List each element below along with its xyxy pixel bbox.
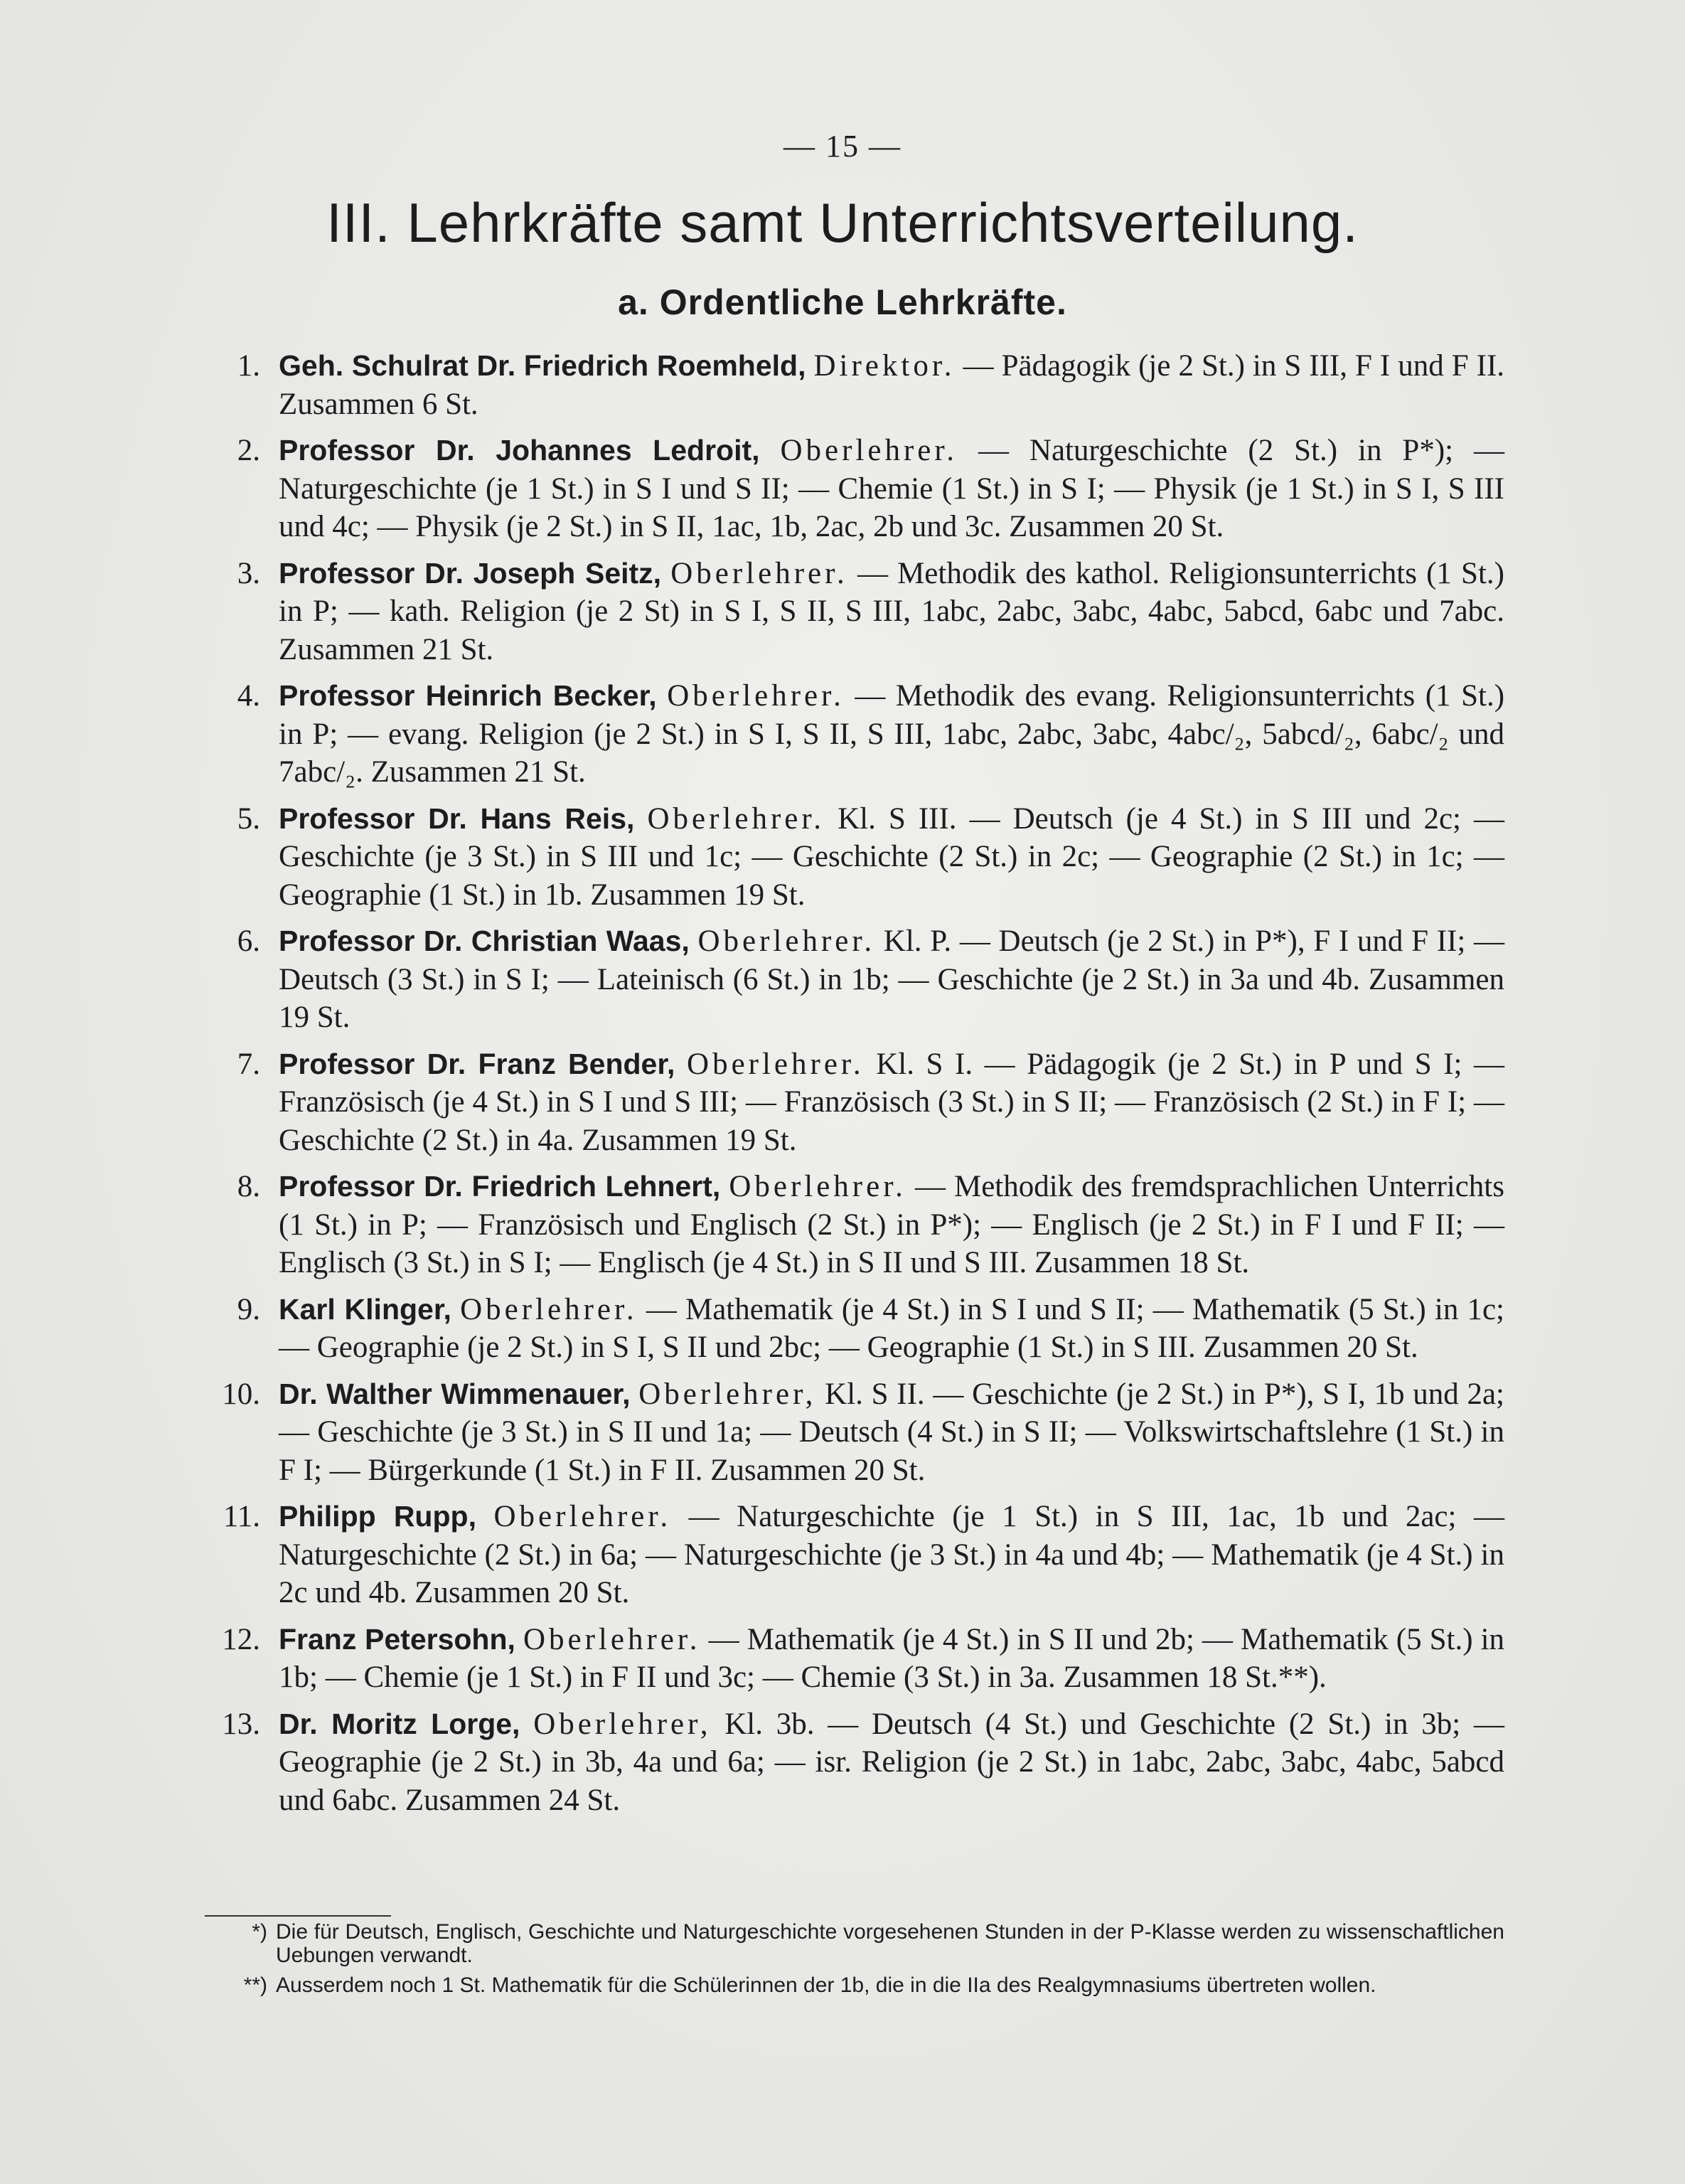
teacher-name: Professor Dr. Joseph Seitz, (279, 556, 662, 590)
teacher-list (175, 347, 1504, 1828)
teacher-entry (175, 1375, 1504, 1490)
teaching-assignment: Kl. S II. — Geschichte (je 2 St.) in P*), S I, 1b und 2a; — Geschichte (je 3 St.) in S II und 1a; — Deutsch (4 St.) in S II; — Volkswirtschaftslehre (1 St.) in F I; — Bürgerkunde (1 St.) in F II. Zusammen 20 St. (279, 1377, 1504, 1487)
entry-number: 1. (237, 349, 260, 383)
entry-number: 8. (237, 1170, 260, 1203)
teacher-entry (175, 432, 1504, 546)
teaching-assignment: — Pädagogik (je 2 St.) in S III, F I und F II. Zusammen 6 St. (279, 349, 1505, 421)
entry-number: 4. (237, 679, 260, 713)
footnote-mark: **) (243, 1973, 267, 1997)
entry-number: 9. (237, 1292, 260, 1326)
teacher-role: Oberlehrer. (729, 1170, 906, 1203)
teaching-assignment: — Methodik des fremdsprachlichen Unterrichts (1 St.) in P; — Französisch und Englisch (2 St.) in P*); — Englisch (je 2 St.) in F I und F II; — Englisch (3 St.) in S I; — Englisch (je 4 St.) in S II und S III. Zusammen 18 St. (279, 1170, 1504, 1279)
teacher-name: Karl Klinger, (279, 1292, 451, 1326)
teacher-role: Oberlehrer, (638, 1377, 817, 1411)
teacher-entry (175, 347, 1504, 423)
footnote-text: Ausserdem noch 1 St. Mathematik für die Schülerinnen der 1b, die in die IIa des Realgymnasiums übertreten wollen. (276, 1973, 1376, 1997)
entry-number: 6. (237, 925, 260, 958)
entry-number: 13. (222, 1707, 260, 1741)
teacher-name: Philipp Rupp, (279, 1500, 476, 1533)
footnote (205, 1920, 1504, 1967)
footnote-text: Die für Deutsch, Englisch, Geschichte und Naturgeschichte vorgesehenen Stunden in der P-Klasse werden zu wissenschaftlichen Uebungen verwandt. (276, 1920, 1504, 1967)
footnote-mark: *) (252, 1920, 267, 1944)
teaching-assignment: — Naturgeschichte (2 St.) in P*); — Naturgeschichte (je 1 St.) in S I und S II; — Chemie (1 St.) in S I; — Physik (je 1 St.) in S I, S III und 4c; — Physik (je 2 St.) in S II, 1ac, 1b, 2ac, 2b und 3c. Zusammen 20 St. (279, 434, 1505, 543)
subsection-title: a. Ordentliche Lehrkräfte. (618, 282, 1067, 322)
teacher-entry (175, 800, 1504, 915)
teacher-entry (175, 677, 1504, 792)
teacher-name: Dr. Moritz Lorge, (279, 1707, 520, 1740)
teacher-entry (175, 555, 1504, 669)
teacher-name: Franz Petersohn, (279, 1622, 515, 1656)
teacher-role: Oberlehrer. (780, 434, 958, 467)
teacher-role: Oberlehrer. (667, 679, 845, 713)
teacher-role: Oberlehrer. (670, 556, 848, 590)
entry-number: 12. (222, 1622, 260, 1656)
teacher-name: Professor Dr. Johannes Ledroit, (279, 434, 760, 467)
teacher-name: Professor Heinrich Becker, (279, 679, 657, 712)
teaching-assignment: Kl. S I. — Pädagogik (je 2 St.) in P und S I; — Französisch (je 4 St.) in S I und S III; — Französisch (3 St.) in S II; — Französisch (2 St.) in F I; — Geschichte (2 St.) in 4a. Zusammen 19 St. (279, 1047, 1505, 1157)
teaching-assignment: Kl. P. — Deutsch (je 2 St.) in P*), F I und F II; — Deutsch (3 St.) in S I; — Lateinisch (6 St.) in 1b; — Geschichte (je 2 St.) in 3a und 4b. Zusammen 19 St. (279, 925, 1505, 1034)
teaching-assignment: — Methodik des kathol. Religionsunterrichts (1 St.) in P; — kath. Religion (je 2 St) in S I, S II, S III, 1abc, 2abc, 3abc, 4abc, 5abcd, 6abc und 7abc. Zusammen 21 St. (279, 556, 1504, 666)
entry-number: 11. (223, 1500, 260, 1533)
teacher-role: Oberlehrer. (523, 1622, 701, 1656)
entry-number: 7. (237, 1047, 260, 1081)
teacher-name: Dr. Walther Wimmenauer, (279, 1377, 631, 1410)
teaching-assignment: — Mathematik (je 4 St.) in S II und 2b; — Mathematik (5 St.) in 1b; — Chemie (je 1 St.) in F II und 3c; — Chemie (3 St.) in 3a. Zusammen 18 St.**). (279, 1622, 1505, 1694)
teacher-role: Oberlehrer. (697, 925, 876, 958)
footnotes (205, 1920, 1504, 2003)
teacher-role: Direktor. (813, 349, 956, 383)
teacher-name: Professor Dr. Christian Waas, (279, 925, 690, 957)
entry-number: 3. (237, 556, 260, 590)
teacher-entry (175, 1168, 1504, 1282)
teacher-name: Geh. Schulrat Dr. Friedrich Roemheld, (279, 349, 806, 382)
teacher-entry (175, 922, 1504, 1037)
footnote-divider (205, 1915, 391, 1917)
teacher-role: Oberlehrer. (687, 1047, 865, 1081)
teacher-name: Professor Dr. Franz Bender, (279, 1047, 675, 1080)
teacher-name: Professor Dr. Hans Reis, (279, 801, 635, 835)
teacher-entry (175, 1045, 1504, 1160)
teacher-entry (175, 1705, 1504, 1820)
teacher-name: Professor Dr. Friedrich Lehnert, (279, 1170, 721, 1203)
teaching-assignment: Kl. 3b. — Deutsch (4 St.) und Geschichte (2 St.) in 3b; — Geographie (je 2 St.) in 3b, 4a und 6a; — isr. Religion (je 2 St.) in 1abc, 2abc, 3abc, 4abc, 5abcd und 6abc. Zusammen 24 St. (279, 1707, 1504, 1817)
section-title: III. Lehrkräfte samt Unterrichtsverteilung. (326, 191, 1359, 254)
footnote (205, 1973, 1504, 1997)
page-number: — 15 — (783, 129, 902, 164)
teacher-entry (175, 1291, 1504, 1367)
teaching-assignment: — Mathematik (je 4 St.) in S I und S II; — Mathematik (5 St.) in 1c; — Geographie (je 2 St.) in S I, S II und 2bc; — Geographie (1 St.) in S III. Zusammen 20 St. (279, 1292, 1505, 1364)
teacher-role: Oberlehrer. (493, 1500, 672, 1533)
teacher-entry (175, 1621, 1504, 1697)
teacher-role: Oberlehrer, (533, 1707, 712, 1741)
teaching-assignment: Kl. S III. — Deutsch (je 4 St.) in S III und 2c; — Geschichte (je 3 St.) in S III und 1c; — Geschichte (2 St.) in 2c; — Geographie (2 St.) in 1c; — Geographie (1 St.) in 1b. Zusammen 19 St. (279, 801, 1505, 912)
entry-number: 5. (237, 801, 260, 836)
teaching-assignment: — Naturgeschichte (je 1 St.) in S III, 1ac, 1b und 2ac; — Naturgeschichte (2 St.) in 6a; — Naturgeschichte (je 3 St.) in 4a und 4b; — Mathematik (je 4 St.) in 2c und 4b. Zusammen 20 St. (279, 1500, 1504, 1609)
entry-number: 2. (237, 434, 260, 467)
teacher-role: Oberlehrer. (460, 1292, 638, 1326)
entry-number: 10. (222, 1377, 260, 1411)
teacher-role: Oberlehrer. (647, 801, 825, 836)
teaching-assignment: — Methodik des evang. Religionsunterrichts (1 St.) in P; — evang. Religion (je 2 St.) in S I, S II, S III, 1abc, 2abc, 3abc, 4abc/₂, 5abcd/₂, 6abc/₂ und 7abc/₂. Zusammen 21 St. (279, 679, 1505, 789)
teacher-entry (175, 1498, 1504, 1612)
